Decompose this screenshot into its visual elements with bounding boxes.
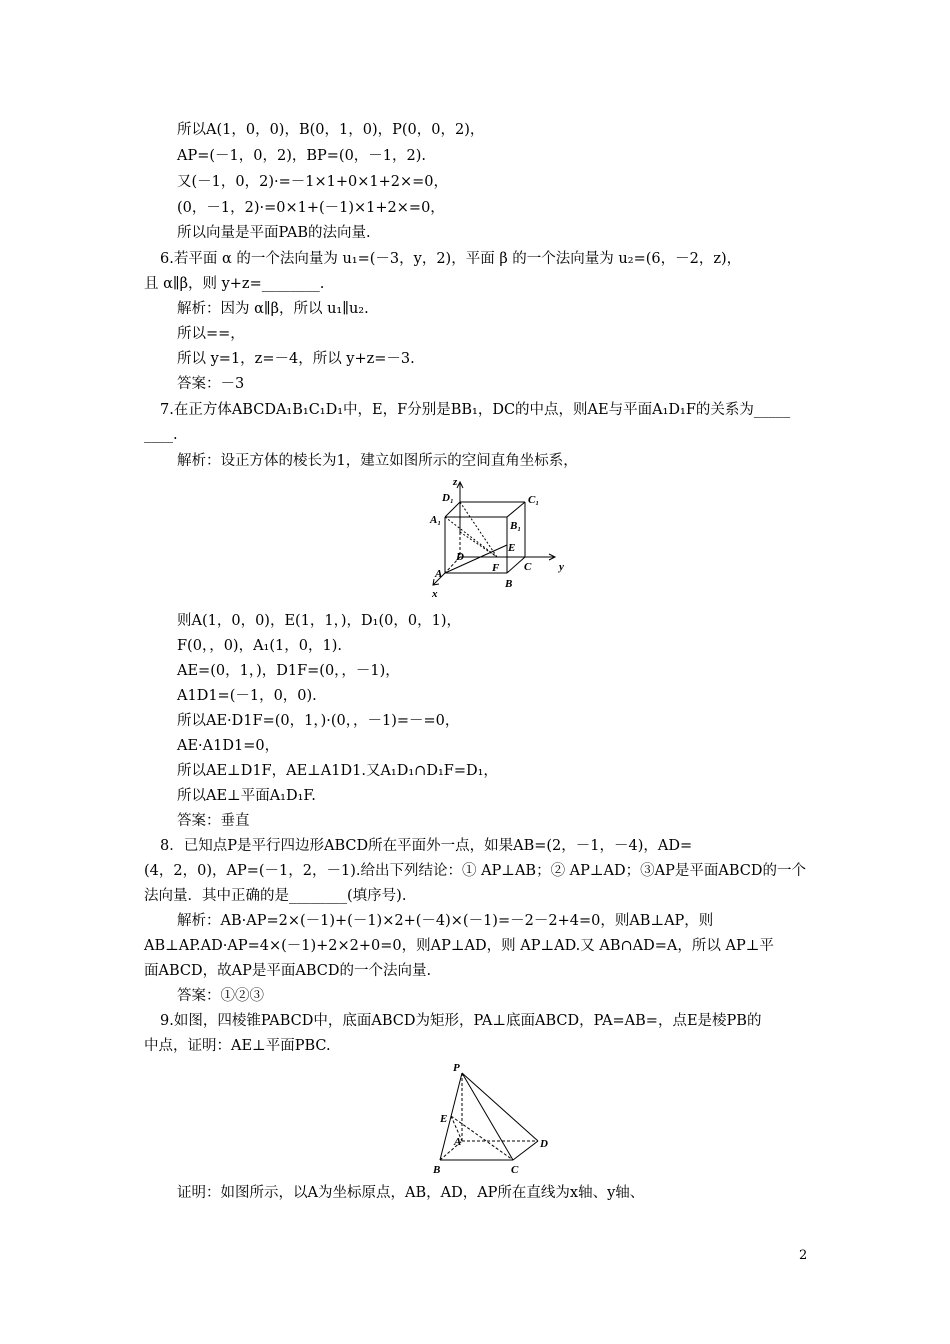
vertex-label-c1: C₁ [528, 494, 540, 506]
text-line: 7.在正方体ABCDA₁B₁C₁D₁中，E，F分别是BB₁，DC的中点，则AE与平面A₁D₁F的关系为_____ [160, 402, 791, 418]
point-label-e: E [508, 542, 516, 554]
cube-figure [425, 475, 575, 603]
text-line: 所以==， [177, 326, 245, 342]
point-label-f: F [492, 562, 500, 574]
text-line: 解析：因为 α∥β，所以 u₁∥u₂. [177, 301, 369, 317]
text-line: AP=(－1，0，2)，BP=(0，－1，2). [177, 148, 427, 164]
text-line: 解析：AB·AP=2×(－1)+(－1)×2+(－4)×(－1)=－2－2+4=0，则AB⊥AP，则 [177, 913, 714, 929]
text-line: (0，－1，2)·=0×1+(－1)×1+2×=0， [177, 200, 445, 216]
text-line: 所以向量是平面PAB的法向量. [177, 225, 371, 241]
text-line: 中点，证明：AE⊥平面PBC. [144, 1038, 331, 1054]
pyramid-diagram [425, 1060, 560, 1180]
vertex-label-d: D [456, 551, 464, 563]
text-line: 所以 y=1，z=－4，所以 y+z=－3. [177, 351, 415, 367]
vertex-label-b: B [433, 1164, 441, 1176]
text-line: AE·A1D1=0， [177, 738, 280, 754]
vertex-label-p: P [453, 1062, 460, 1074]
text-line: 所以A(1，0，0)，B(0，1，0)，P(0，0，2)， [177, 122, 485, 138]
vertex-label-b: B [505, 578, 513, 590]
vertex-label-d1: D₁ [442, 492, 454, 504]
axis-label-x: x [432, 588, 438, 600]
text-line: 9.如图，四棱锥PABCD中，底面ABCD为矩形，PA⊥底面ABCD，PA=AB=，点E是棱PB的 [160, 1013, 762, 1029]
vertex-label-a: A [435, 568, 443, 580]
text-line: A1D1=(－1，0，0). [177, 688, 317, 704]
text-line: 面ABCD，故AP是平面ABCD的一个法向量. [144, 963, 432, 979]
text-line: 法向量．其中正确的是________(填序号). [144, 888, 407, 904]
text-line: 则A(1，0，0)，E(1，1，)，D₁(0，0，1)， [177, 613, 461, 629]
text-line: 证明：如图所示，以A为坐标原点，AB，AD，AP所在直线为x轴、y轴、 [177, 1185, 645, 1201]
text-line: F(0，，0)，A₁(1，0，1). [177, 638, 342, 654]
axis-label-z: z [453, 476, 458, 488]
text-line: AB⊥AP.AD·AP=4×(－1)+2×2+0=0，则AP⊥AD，则 AP⊥AD.又 AB∩AD=A，所以 AP⊥平 [144, 938, 774, 954]
text-line: 答案：垂直 [177, 813, 250, 829]
text-line: 又(－1，0，2)·=－1×1+0×1+2×=0， [177, 174, 448, 190]
text-line: 且 α∥β，则 y+z=________. [144, 276, 325, 292]
pyramid-figure [425, 1060, 560, 1180]
point-label-e: E [440, 1113, 448, 1125]
text-line: 答案：①②③ [177, 988, 264, 1004]
text-line: 所以AE·D1F=(0，1，)·(0，，－1)=－=0， [177, 713, 460, 729]
vertex-label-c: C [511, 1164, 519, 1176]
text-line: 答案：－3 [177, 376, 245, 392]
axis-label-y: y [559, 561, 564, 573]
text-line: (4，2，0)，AP=(－1，2，－1).给出下列结论：① AP⊥AB；② AP⊥AD；③AP是平面ABCD的一个 [144, 863, 806, 879]
vertex-label-c: C [524, 561, 532, 573]
cube-diagram [425, 475, 575, 603]
vertex-label-a: A [454, 1136, 462, 1148]
text-line: ____. [144, 427, 178, 443]
vertex-label-a1: A₁ [430, 514, 442, 526]
text-line: AE=(0，1，)，D1F=(0，，－1)， [177, 663, 400, 679]
text-line: 6.若平面 α 的一个法向量为 u₁=(－3，y，2)，平面 β 的一个法向量为 u₂=(6，－2，z)， [160, 251, 742, 267]
text-line: 所以AE⊥D1F，AE⊥A1D1.又A₁D₁∩D₁F=D₁， [177, 763, 498, 779]
text-line: 解析：设正方体的棱长为1，建立如图所示的空间直角坐标系， [177, 453, 578, 469]
vertex-label-d: D [540, 1138, 548, 1150]
text-line: 8．已知点P是平行四边形ABCD所在平面外一点，如果AB=(2，－1，－4)，AD= [160, 838, 693, 854]
text-line: 所以AE⊥平面A₁D₁F. [177, 788, 316, 804]
page-number: 2 [799, 1248, 808, 1263]
vertex-label-b1: B₁ [510, 520, 522, 532]
